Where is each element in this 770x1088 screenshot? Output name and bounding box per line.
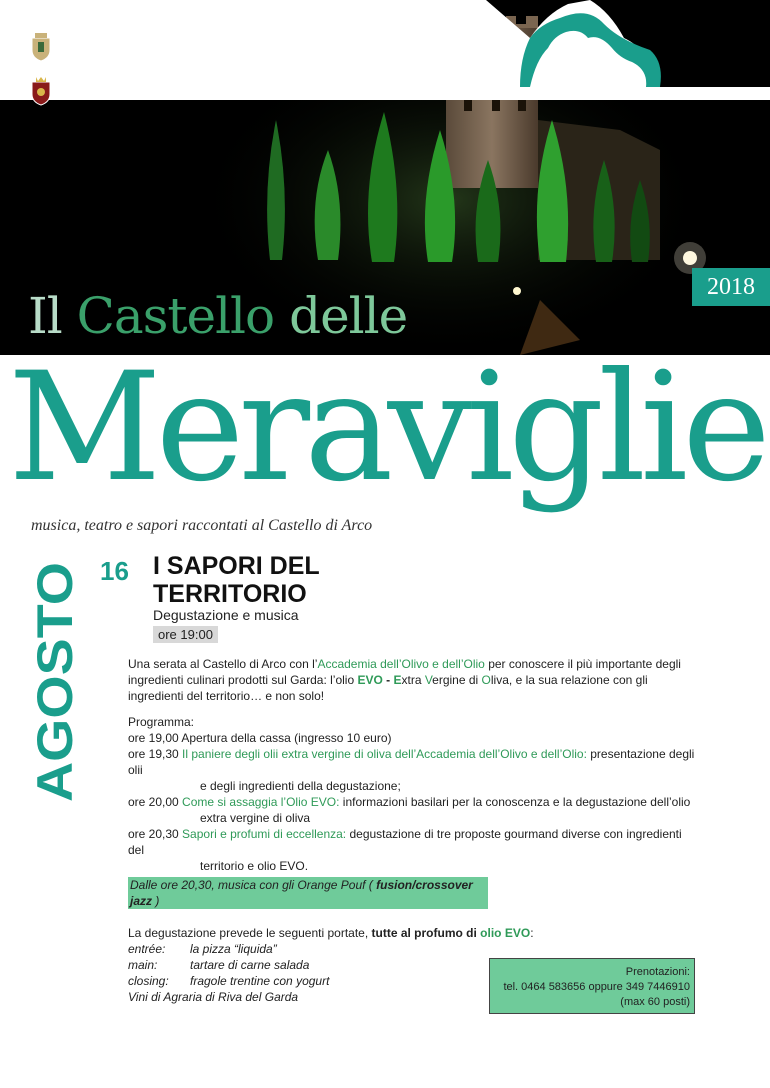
- header-logos: [30, 32, 194, 120]
- title-delle: delle: [289, 287, 408, 345]
- program-item-3: [128, 794, 696, 810]
- event-day: 16: [100, 556, 129, 586]
- program-item-3-cont: extra vergine di oliva: [200, 811, 311, 825]
- menu-intro-end: :: [530, 926, 534, 940]
- intro-paragraph: [128, 656, 696, 704]
- menu-item-key: main:: [128, 958, 158, 972]
- program-item-4-cont: territorio e olio EVO.: [200, 859, 309, 873]
- menu-item: [128, 957, 534, 973]
- event-time: ore 19:00: [153, 626, 218, 643]
- evo-dash: -: [382, 673, 394, 687]
- menu-intro-text: La degustazione prevede le seguenti portate,: [128, 926, 372, 940]
- year-badge: 2018: [692, 268, 770, 306]
- accademia-name: Accademia dell’Olivo e dell’Olio: [317, 657, 485, 671]
- event-title: [153, 552, 320, 608]
- menu-item-value: fragole trentine con yogurt: [190, 974, 330, 988]
- title-subtitle: musica, teatro e sapori raccontati al Castello di Arco: [31, 517, 373, 534]
- evo-label: EVO: [357, 673, 383, 687]
- evo-letter-o: O: [481, 673, 491, 687]
- title-il: Il: [28, 287, 62, 345]
- org1-line2: Delega consiliare alla Valorizzazione: [60, 42, 179, 51]
- program-item-3-time: ore 20,00: [128, 795, 183, 809]
- music-text: Dalle ore 20,30, musica con gli Orange Pouf (: [130, 878, 377, 892]
- menu-intro: [128, 925, 534, 941]
- evo-word-xtra: xtra: [401, 673, 425, 687]
- booking-phone: tel. 0464 583656 oppure 349 7446910: [503, 981, 690, 993]
- menu-item-key: closing:: [128, 974, 169, 988]
- intro-text-2: per conoscere il più importante degli ingredienti culinari prodotti sul Garda: l’olio: [128, 657, 681, 687]
- event-description: [128, 656, 696, 874]
- program-item-2-title: Il paniere degli olii extra vergine di oliva dell’Accademia dell’Olivo e dell’Olio:: [182, 747, 587, 761]
- event-title-line1: I SAPORI DEL: [153, 552, 320, 580]
- menu-item-value: tartare di carne salada: [190, 958, 310, 972]
- menu-wine: Vini di Agraria di Riva del Garda: [128, 990, 299, 1004]
- music-note: [128, 877, 488, 909]
- program-item-3-title: Come si assaggia l’Olio EVO:: [182, 795, 340, 809]
- program-item-2-text: presentazione degli olii: [128, 747, 695, 777]
- booking-box: [489, 958, 695, 1014]
- program-item-2-time: ore 19,30: [128, 747, 183, 761]
- menu-intro-bold: tutte al profumo di: [371, 926, 481, 940]
- evo-letter-v: V: [424, 673, 433, 687]
- title-line1: [28, 287, 407, 345]
- menu-intro-evo: olio EVO: [480, 926, 531, 940]
- music-genre: fusion/crossover jazz: [130, 878, 473, 908]
- program-item-4-title: Sapori e profumi di eccellenza:: [182, 827, 347, 841]
- provincia-crest-icon: [30, 76, 52, 106]
- title-meraviglie: Meraviglie: [8, 341, 765, 515]
- org1-line1: COMUNE DI ARCO: [60, 32, 129, 41]
- intro-text-1: Una serata al Castello di Arco con l’: [128, 657, 318, 671]
- music-end: ): [152, 894, 160, 908]
- org1-line3: del Castello e dell'Olivaia: [60, 52, 143, 61]
- program-item-4: [128, 826, 696, 858]
- booking-max: (max 60 posti): [620, 996, 690, 1008]
- evo-letter-e: E: [393, 673, 402, 687]
- org2-line2: Servizio Attività Culturali: [60, 86, 144, 95]
- intro-text-3: liva, e la sua relazione con gli ingredienti del territorio… e non solo!: [128, 673, 648, 703]
- org2-line1: PROVINCIA AUTONOMA DI TRENTO: [60, 76, 195, 85]
- program-list: [128, 714, 696, 874]
- menu-item-value: la pizza “liquida”: [190, 942, 277, 956]
- menu-item: [128, 941, 534, 957]
- event-title-line2: TERRITORIO: [153, 580, 307, 608]
- menu-item-key: entrée:: [128, 942, 166, 956]
- provincia-trento-logo: [30, 76, 194, 106]
- event-subtitle: Degustazione e musica: [153, 607, 299, 623]
- comune-arco-logo: [30, 32, 194, 62]
- program-item-2-cont: e degli ingredienti della degustazione;: [200, 779, 401, 793]
- booking-label: Prenotazioni:: [625, 966, 690, 978]
- program-label: Programma:: [128, 715, 195, 729]
- evo-word-ergine: ergine di: [432, 673, 482, 687]
- tasting-menu: [128, 925, 534, 1005]
- month-vertical: [27, 557, 83, 807]
- menu-item: [128, 973, 534, 989]
- program-item-4-time: ore 20,30: [128, 827, 183, 841]
- program-item-2: [128, 746, 696, 778]
- title-castello: Castello: [76, 287, 275, 345]
- program-item-1: ore 19,00 Apertura della cassa (ingresso 10 euro): [128, 731, 392, 745]
- program-item-4-text: degustazione di tre proposte gourmand diverse con ingredienti del: [128, 827, 682, 857]
- month-label: AGOSTO: [27, 586, 83, 802]
- comune-crest-icon: [30, 32, 52, 62]
- program-item-3-text: informazioni basilari per la conoscenza e la degustazione dell’olio: [339, 795, 691, 809]
